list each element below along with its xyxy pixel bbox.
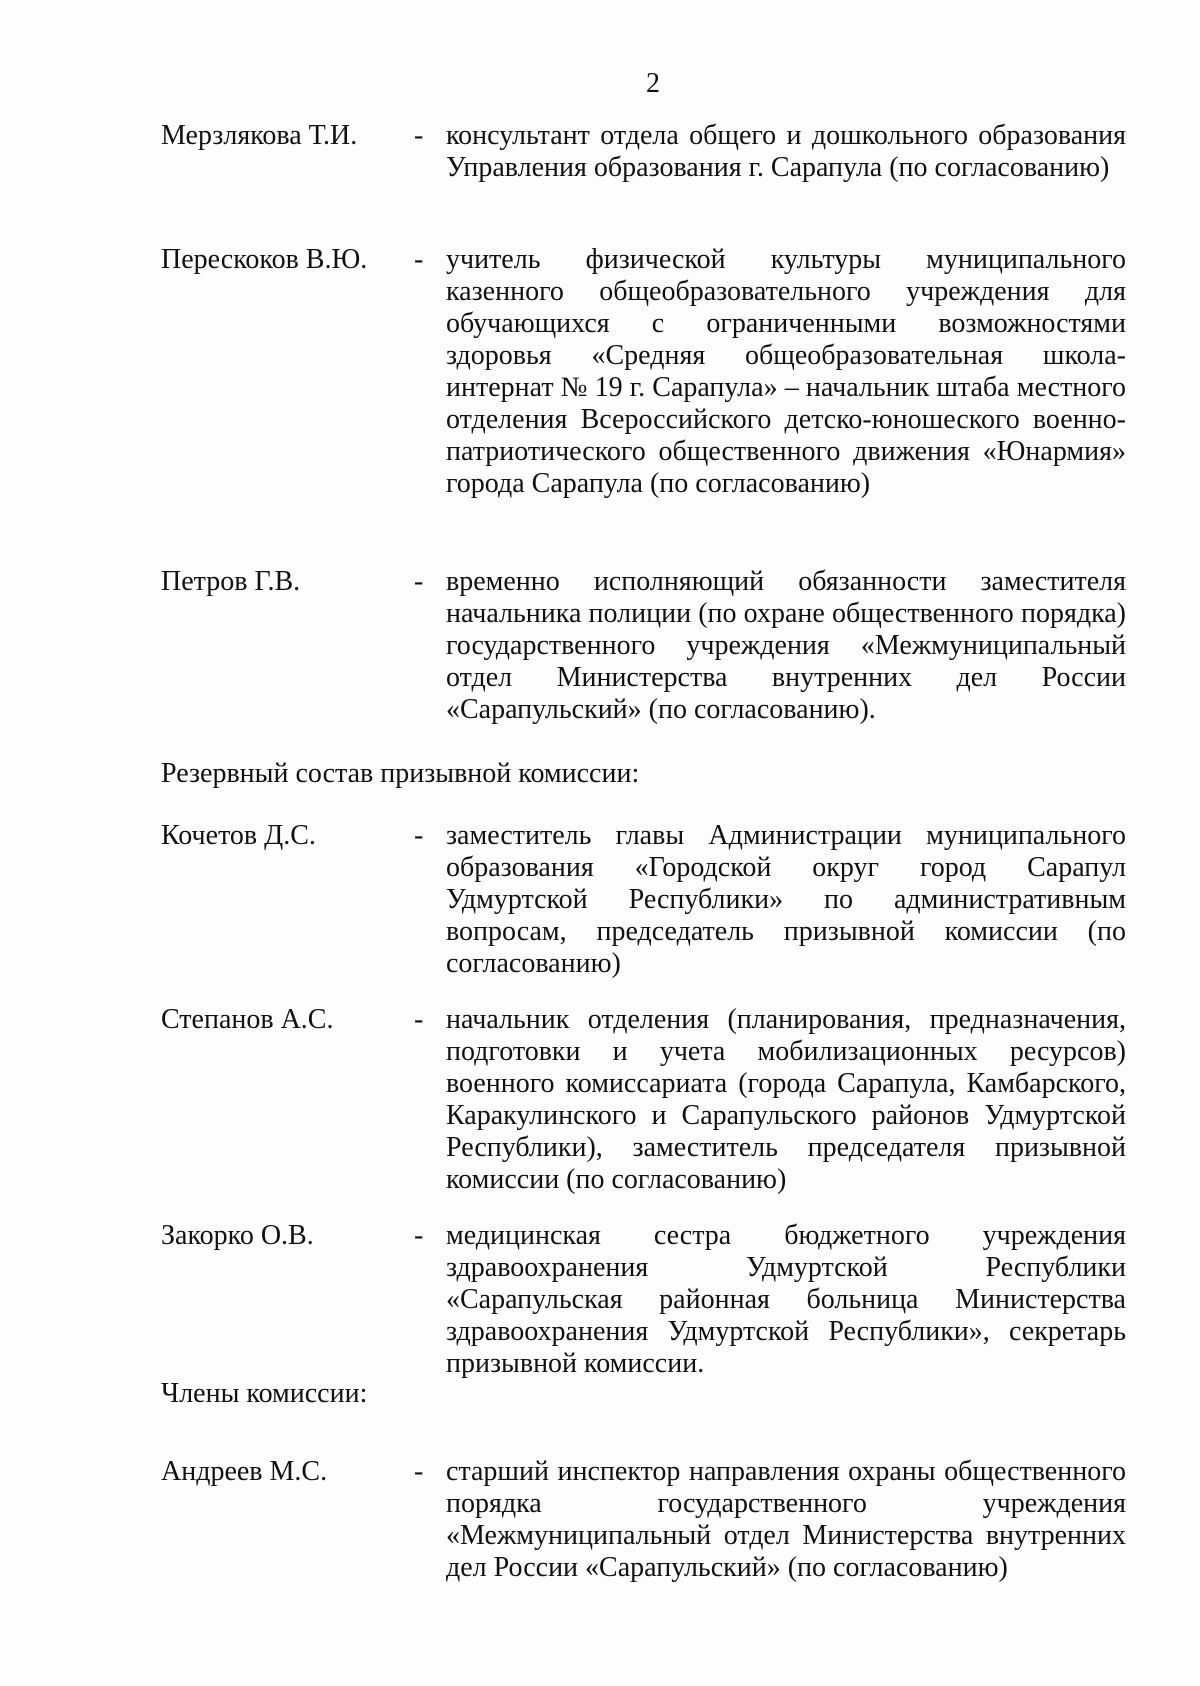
member-description: медицинская сестра бюджетного учреждения здравоохранения Удмуртской Республики «Сарапульская районная больница Министерства здравоохранения Удмуртской Республики», секретарь призывной комиссии.: [446, 1220, 1126, 1379]
member-dash: -: [414, 1456, 424, 1487]
member-name: Мерзлякова Т.И.: [161, 120, 358, 151]
member-description: заместитель главы Администрации муниципального образования «Городской округ город Сарапул Удмуртской Республики» по административным вопросам, председатель призывной комиссии (по согласованию): [446, 820, 1126, 979]
member-name: Андреев М.С.: [161, 1456, 328, 1487]
member-description: старший инспектор направления охраны общественного порядка государственного учреждения «Межмуниципальный отдел Министерства внутренних дел России «Сарапульский» (по согласованию): [446, 1456, 1126, 1583]
member-dash: -: [414, 1004, 424, 1035]
member-description: консультант отдела общего и дошкольного образования Управления образования г. Сарапула (по согласованию): [446, 120, 1126, 183]
page-number: 2: [646, 68, 660, 99]
member-name: Петров Г.В.: [161, 566, 301, 597]
member-dash: -: [414, 820, 424, 851]
section-heading-reserve: Резервный состав призывной комиссии:: [161, 758, 640, 789]
member-name: Степанов А.С.: [161, 1004, 334, 1035]
member-name: Кочетов Д.С.: [161, 820, 316, 851]
member-description: учитель физической культуры муниципального казенного общеобразовательного учреждения для обучающихся с ограниченными возможностями здоровья «Средняя общеобразовательная школа-интернат № 19 г. Сарапула» – начальник штаба местного отделения Всероссийского детско-юношеского военно-патриотического общественного движения «Юнармия» города Сарапула (по согласованию): [446, 244, 1126, 499]
member-description: начальник отделения (планирования, предназначения, подготовки и учета мобилизационных ресурсов) военного комиссариата (города Сарапула, Камбарского, Каракулинского и Сарапульского районов Удмуртской Республики), заместитель председателя призывной комиссии (по согласованию): [446, 1004, 1126, 1195]
member-dash: -: [414, 244, 424, 275]
member-dash: -: [414, 566, 424, 597]
member-description: временно исполняющий обязанности заместителя начальника полиции (по охране общественного порядка) государственного учреждения «Межмуниципальный отдел Министерства внутренних дел России «Сарапульский» (по согласованию).: [446, 566, 1126, 725]
member-dash: -: [414, 120, 424, 151]
section-heading-members: Члены комиссии:: [161, 1378, 368, 1409]
member-dash: -: [414, 1220, 424, 1251]
member-name: Перескоков В.Ю.: [161, 244, 368, 275]
member-name: Закорко О.В.: [161, 1220, 314, 1251]
